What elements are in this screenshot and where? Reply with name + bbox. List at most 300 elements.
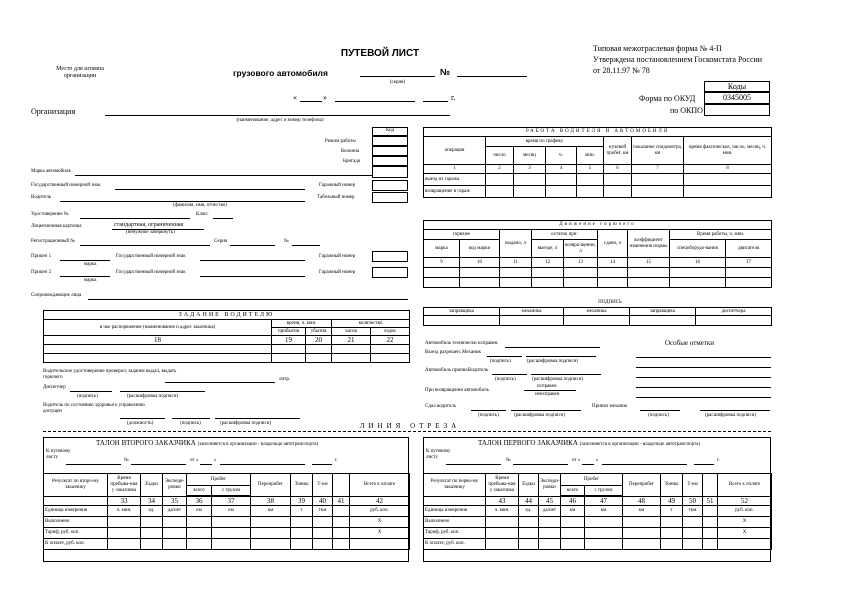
special-marks-line-1[interactable]: [636, 357, 771, 358]
license-label: Удостоверение №: [31, 212, 69, 217]
tab-number-field[interactable]: [372, 192, 408, 203]
special-marks-line-2[interactable]: [636, 367, 771, 368]
coupon2-cell[interactable]: [350, 539, 410, 550]
coupon2-cell[interactable]: [333, 517, 350, 528]
work-cell[interactable]: [632, 174, 684, 186]
fuel-cell[interactable]: [500, 278, 532, 288]
work-cell[interactable]: [632, 186, 684, 198]
accepted-mech-text: Принял механик: [592, 404, 628, 409]
dispatcher-sig-hint: (подпись): [77, 394, 98, 399]
date-year-field[interactable]: [423, 101, 448, 102]
organization-field[interactable]: [105, 115, 450, 116]
coupon2-cell[interactable]: [313, 517, 333, 528]
coupon1-num-field[interactable]: [513, 464, 568, 465]
coupon1-cell[interactable]: [703, 528, 718, 539]
work-col-zero-run: нулевой пробег, км: [604, 137, 632, 165]
license-field[interactable]: [80, 218, 190, 219]
fuel-cell[interactable]: [500, 268, 532, 278]
coupon1-note: (заполняется в организации - владельце автотранспорта): [579, 442, 701, 447]
coupon2-cell[interactable]: [291, 539, 313, 550]
date-day-field[interactable]: [300, 101, 322, 102]
garage-number-field[interactable]: [372, 180, 408, 191]
coupon2-cell[interactable]: [163, 539, 187, 550]
task-cell[interactable]: [306, 345, 332, 354]
fuel-col-coef: коэффициент изменения нормы: [628, 230, 670, 258]
coupon2-cell[interactable]: [333, 528, 350, 539]
coupon2-table: [43, 473, 410, 550]
task-col-trips: ездок: [371, 328, 410, 336]
coupon1-cell[interactable]: [623, 539, 661, 550]
driver-sig-label: Водитель: [468, 368, 489, 373]
task-num: 20: [306, 336, 332, 345]
coupon2-cell[interactable]: [187, 528, 212, 539]
work-cell[interactable]: [604, 186, 632, 198]
coupon2-col-run: Пробег: [187, 474, 251, 486]
coupon1-cell[interactable]: [585, 539, 623, 550]
coupon1-col-loaded: с грузом: [585, 486, 623, 496]
work-num: 6: [604, 165, 632, 174]
coupon1-cell[interactable]: [539, 528, 561, 539]
coupon1-cell[interactable]: [661, 517, 683, 528]
organization-label: Организация: [31, 107, 76, 116]
coupon2-cell[interactable]: [333, 539, 350, 550]
accepted-decode-hint: (расшифровка подписи): [705, 413, 757, 418]
coupon2-cell[interactable]: [251, 517, 291, 528]
work-cell[interactable]: [514, 186, 546, 198]
mechanic-sig-hint: (подпись): [490, 359, 511, 364]
work-cell[interactable]: [514, 174, 546, 186]
coupon1-cell[interactable]: [585, 528, 623, 539]
driver-sig-field[interactable]: [492, 374, 527, 375]
fuel-num: 10: [460, 258, 500, 268]
fuel-col-brand: марка: [424, 240, 460, 258]
sig-fueler: заправщика: [424, 308, 500, 316]
work-num: 5: [577, 165, 604, 174]
coupon1-waybill-field[interactable]: [446, 464, 501, 465]
okud-code: 0345005: [704, 92, 770, 104]
coupon2-cell[interactable]: [212, 539, 251, 550]
health-position-field[interactable]: [120, 418, 165, 419]
coupon2-unit: да/нет: [163, 506, 187, 517]
coupon1-cell[interactable]: [683, 539, 703, 550]
handed-sig-field[interactable]: [471, 410, 506, 411]
fuel-cell[interactable]: [564, 268, 598, 278]
coupon2-unit: ед.: [141, 506, 163, 517]
coupon1-month-field[interactable]: [602, 464, 687, 465]
coupon2-num-cell: 39: [291, 497, 313, 506]
coupon1-col-trips: Ездки: [519, 474, 539, 497]
coupon2-close: »: [214, 458, 217, 463]
trailer2-garage-field[interactable]: [372, 267, 408, 278]
car-ok-text: Автомобиль технически исправен.: [425, 341, 499, 346]
work-mode-field[interactable]: [372, 136, 408, 146]
driver-hint: (фамилия, имя, отчество): [173, 203, 227, 208]
accepted-sig-field[interactable]: [640, 410, 680, 411]
coupon2-cell[interactable]: [313, 539, 333, 550]
trailer2-plate-field[interactable]: [200, 276, 305, 277]
fuel-cell[interactable]: [564, 278, 598, 288]
coupon1-col-time: Время пребыва-ния у заказчика: [486, 474, 519, 497]
fuel-num: 9: [424, 258, 460, 268]
coupon2-cell[interactable]: [313, 528, 333, 539]
work-num: 1: [424, 165, 486, 174]
coupon2-cell[interactable]: [108, 517, 141, 528]
coupon2-cell[interactable]: [187, 539, 212, 550]
fuel-cell[interactable]: [532, 268, 564, 278]
accepted-sig-hint: (подпись): [648, 413, 669, 418]
trailer2-garage-label: Гаражный номер: [319, 270, 356, 275]
task-cell[interactable]: [332, 345, 371, 354]
sig-cell[interactable]: [424, 316, 500, 326]
coupon2-col-forwarding: Экспеди-ровки: [163, 474, 187, 497]
fuel-col-brand-code: код марки: [460, 240, 500, 258]
trailer2-field[interactable]: [60, 276, 110, 277]
coupon1-num-cell: 51: [703, 497, 718, 506]
special-marks-line-5[interactable]: [636, 397, 771, 398]
coupon2-unit: т: [291, 506, 313, 517]
coupon1-cell[interactable]: [703, 517, 718, 528]
okpo-code-field[interactable]: [704, 104, 770, 116]
series-field[interactable]: [360, 76, 435, 77]
special-marks-line-3[interactable]: [636, 377, 771, 378]
coupon2-col-to-pay: Всего к оплате: [350, 474, 410, 497]
coupon1-cell[interactable]: [718, 539, 772, 550]
fuel-cell[interactable]: [628, 268, 670, 278]
work-row-exit: выезд из гаража: [424, 174, 486, 186]
cut-line-label: ЛИНИЯ ОТРЕЗА: [350, 422, 470, 430]
liters-label: литр.: [279, 377, 291, 382]
coupon2-to-waybill: К путевому листу: [46, 449, 71, 460]
coupon2-cell[interactable]: [141, 528, 163, 539]
car-ok-field[interactable]: [505, 347, 600, 348]
sig-mechanic-2: механика: [564, 308, 630, 316]
coupon2-title-text: ТАЛОН ВТОРОГО ЗАКАЗЧИКА: [96, 439, 196, 447]
fuel-cell[interactable]: [670, 278, 726, 288]
health-sig-hint: (подпись): [180, 421, 201, 426]
form-type-line1: Типовая межотраслевая форма № 4-П: [593, 44, 722, 53]
coupon1-year-field[interactable]: [694, 464, 714, 465]
sig-cell[interactable]: [696, 316, 772, 326]
work-cell[interactable]: [486, 186, 514, 198]
sig-fueler-2: заправщика: [630, 308, 696, 316]
work-table: [423, 127, 772, 198]
coupon1-table: [423, 473, 772, 550]
coupon1-cell[interactable]: [519, 528, 539, 539]
date-open-quote: «: [293, 93, 297, 102]
work-cell[interactable]: [684, 174, 772, 186]
coupon2-day-field[interactable]: [200, 464, 212, 465]
coupon1-unit: ед.: [519, 506, 539, 517]
okpo-label: по ОКПО: [670, 106, 703, 115]
coupon2-col-blank: [333, 474, 350, 497]
coupon2-cell[interactable]: [212, 528, 251, 539]
coupon1-unit: руб. коп.: [718, 506, 772, 517]
escort-field[interactable]: [88, 299, 408, 300]
form-type-line2: Утверждена постановлением Госкомстата России: [593, 55, 763, 64]
coupon1-num-cell: 50: [683, 497, 703, 506]
fuel-table: [423, 220, 772, 288]
trailer1-label: Прицеп 1: [31, 254, 52, 259]
coupon1-title: [478, 439, 700, 448]
sig-cell[interactable]: [630, 316, 696, 326]
coupon1-title-text: ТАЛОН ПЕРВОГО ЗАКАЗЧИКА: [478, 439, 578, 447]
driver-sig-hint: (подпись): [495, 377, 516, 382]
fuel-col-engine: двигателя: [726, 240, 772, 258]
work-cell[interactable]: [577, 186, 604, 198]
work-col-month: месяц: [514, 147, 546, 165]
coupon2-waybill-field[interactable]: [66, 464, 121, 465]
health-decode-field[interactable]: [215, 418, 300, 419]
trailer1-garage-field[interactable]: [372, 251, 408, 262]
coupon1-cell[interactable]: [661, 528, 683, 539]
coupon1-cell[interactable]: [519, 517, 539, 528]
special-marks-line-4[interactable]: [636, 387, 771, 388]
coupon2-col-total: всего: [187, 486, 212, 496]
coupon2-num-cell: 41: [333, 497, 350, 506]
coupon1-cell[interactable]: [623, 517, 661, 528]
coupon2-cell[interactable]: [291, 517, 313, 528]
coupon2-cell[interactable]: [251, 539, 291, 550]
fuel-col-exit: выезде, л: [532, 240, 564, 258]
coupon2-cell[interactable]: [187, 517, 212, 528]
coupon2-year: г.: [335, 458, 338, 463]
task-num: 19: [272, 336, 306, 345]
fuel-cell[interactable]: [726, 278, 772, 288]
health-sig-field[interactable]: [172, 418, 210, 419]
trailer1-plate-label: Государственный номерной знак: [116, 254, 186, 259]
fuel-cell[interactable]: [460, 278, 500, 288]
fuel-cell[interactable]: [670, 268, 726, 278]
coupon2-num-field[interactable]: [131, 464, 186, 465]
coupon2-cell[interactable]: [291, 528, 313, 539]
dispatcher-sig-field[interactable]: [70, 391, 112, 392]
task-cell[interactable]: [371, 345, 410, 354]
coupon2-unit: руб. коп.: [350, 506, 410, 517]
coupon1-cell[interactable]: [486, 528, 519, 539]
work-cell[interactable]: [577, 174, 604, 186]
coupon2-num: №: [124, 458, 129, 463]
coupon1-unit: км: [623, 506, 661, 517]
fuel-cell[interactable]: [598, 268, 628, 278]
coupon2-cell[interactable]: [108, 539, 141, 550]
coupon1-cell[interactable]: [703, 539, 718, 550]
coupon2-cell[interactable]: [251, 528, 291, 539]
driver-field[interactable]: [60, 201, 305, 202]
coupon1-cell[interactable]: [486, 517, 519, 528]
coupon1-unit: да/нет: [539, 506, 561, 517]
fuel-table-title: Движение горючего: [424, 221, 772, 230]
coupon2-num-cell: 36: [187, 497, 212, 506]
coupon1-cell[interactable]: [561, 539, 585, 550]
sig-cell[interactable]: [500, 316, 564, 326]
coupon2-cell[interactable]: [163, 517, 187, 528]
coupon2-cell[interactable]: [141, 539, 163, 550]
sig-dispatcher: диспетчера: [696, 308, 772, 316]
trailer2-brand-hint: марка: [84, 278, 97, 283]
number-field[interactable]: [457, 76, 527, 77]
reg-number-no-field[interactable]: [292, 245, 320, 246]
mechanic-label: Механик: [462, 350, 481, 355]
fuel-cell[interactable]: [628, 278, 670, 288]
car-brand-code[interactable]: [372, 166, 408, 178]
car-brand-field[interactable]: [75, 175, 372, 176]
trailer1-plate-field[interactable]: [200, 260, 305, 261]
state-plate-field[interactable]: [115, 189, 305, 190]
reg-number-label: Регистрационный №: [31, 239, 76, 244]
work-cell[interactable]: [486, 174, 514, 186]
coupon1-cell[interactable]: [561, 528, 585, 539]
work-num: 3: [514, 165, 546, 174]
fuel-cell[interactable]: [424, 268, 460, 278]
work-num: 4: [546, 165, 577, 174]
handed-decode-field[interactable]: [511, 410, 581, 411]
sig-cell[interactable]: [564, 316, 630, 326]
license-card-value: стандартная, ограниченная: [114, 222, 184, 228]
handed-decode-hint: (расшифровка подписи): [514, 413, 566, 418]
series-label: Серия: [214, 239, 228, 244]
work-cell[interactable]: [546, 174, 577, 186]
coupon2-col-reruns: Перепробег: [251, 474, 291, 497]
brigade-field[interactable]: [372, 156, 408, 166]
fuel-col-remain: остаток при:: [532, 230, 598, 240]
coupon1-cell[interactable]: [661, 539, 683, 550]
coupon2-num-cell: 35: [163, 497, 187, 506]
coupon2-num-cell: 40: [313, 497, 333, 506]
coupon1-cell[interactable]: [486, 539, 519, 550]
mechanic-sig-field[interactable]: [487, 356, 522, 357]
signatures-table: [423, 307, 772, 326]
trailer2-plate-label: Государственный номерной знак: [116, 270, 186, 275]
task-cell[interactable]: [272, 354, 306, 363]
task-cell[interactable]: [332, 354, 371, 363]
work-cell[interactable]: [604, 174, 632, 186]
coupon2-row-pay: К оплате, руб. коп.: [44, 539, 108, 550]
coupon1-unit: км: [585, 506, 623, 517]
garage-number-label: Гаражный номер: [319, 183, 356, 188]
fuel-num: 13: [564, 258, 598, 268]
task-col-customer: в чье распоряжение (наименование и адрес заказчика): [44, 320, 272, 336]
coupon1-result-label: Результат по перво-му заказчику: [424, 474, 486, 497]
coupon1-cell[interactable]: [539, 517, 561, 528]
brigade-label: Бригада: [343, 159, 361, 164]
coupon2-cell[interactable]: [108, 528, 141, 539]
coupon1-cell[interactable]: [519, 539, 539, 550]
fuel-cell[interactable]: [532, 278, 564, 288]
coupon2-cell[interactable]: [163, 528, 187, 539]
date-month-field[interactable]: [335, 101, 415, 102]
coupon2-num-cell: 34: [141, 497, 163, 506]
on-return-text: При возвращении автомобиль: [425, 388, 489, 393]
escort-label: Сопровождающие лица: [31, 293, 82, 298]
accepted-decode-field[interactable]: [700, 410, 770, 411]
coupon1-col-run: Пробег: [561, 474, 623, 486]
coupon1-unit: ч. мин.: [486, 506, 519, 517]
work-cell[interactable]: [684, 186, 772, 198]
coupon2-unit: [333, 506, 350, 517]
work-num: 8: [684, 165, 772, 174]
form-type-line3: от 28.11.97 № 78: [593, 66, 650, 75]
reg-number-sign: №: [284, 239, 289, 244]
coupon1-col-forwarding: Экспеди-ровки: [539, 474, 561, 497]
class-field[interactable]: [213, 218, 233, 219]
coupon2-from: от «: [190, 458, 199, 463]
coupon1-col-blank: [703, 474, 718, 497]
column-field[interactable]: [372, 146, 408, 156]
fuel-num: 11: [500, 258, 532, 268]
coupon1-cell[interactable]: [561, 517, 585, 528]
reg-number-field[interactable]: [80, 245, 210, 246]
task-cell[interactable]: [306, 354, 332, 363]
coupon2-row-tariff: Тариф, руб. коп.: [44, 528, 108, 539]
task-cell[interactable]: [272, 345, 306, 354]
coupon1-cell[interactable]: [683, 517, 703, 528]
coupon1-cell[interactable]: [539, 539, 561, 550]
coupon1-unit: т: [661, 506, 683, 517]
coupon1-year: г.: [717, 458, 720, 463]
coupon2-cell[interactable]: [212, 517, 251, 528]
coupon1-cell[interactable]: [623, 528, 661, 539]
fuel-amount-field[interactable]: [165, 382, 275, 383]
fuel-cell[interactable]: [726, 268, 772, 278]
coupon1-cell[interactable]: [585, 517, 623, 528]
coupon2-year-field[interactable]: [312, 464, 332, 465]
task-col-quantity: количество: [332, 320, 410, 328]
cut-line-rule: [43, 431, 771, 432]
license-card-label: Лицензионная карточка: [31, 224, 82, 229]
reg-series-field[interactable]: [230, 245, 275, 246]
ok-text: исправен: [537, 384, 557, 389]
form-subtitle: грузового автомобиля: [233, 68, 328, 78]
mechanic-decode-field[interactable]: [526, 356, 596, 357]
work-col-speedometer: показание спидометра, км: [632, 137, 684, 165]
driver-decode-field[interactable]: [531, 374, 601, 375]
trailer1-field[interactable]: [60, 260, 110, 261]
coupon1-cell[interactable]: [683, 528, 703, 539]
work-cell[interactable]: [546, 186, 577, 198]
coupon2-unit: ткм: [313, 506, 333, 517]
dispatcher-decode-field[interactable]: [120, 391, 205, 392]
coupon2-cell[interactable]: [141, 517, 163, 528]
work-col-operation: операция: [424, 137, 486, 165]
fuel-num: 17: [726, 258, 772, 268]
trailer1-brand-hint: марка: [84, 262, 97, 267]
ok-underline[interactable]: [524, 390, 576, 391]
task-cell[interactable]: [44, 345, 272, 354]
work-num: 2: [486, 165, 514, 174]
coupon1-day-field[interactable]: [582, 464, 594, 465]
coupon2-row-done: Выполнено: [44, 517, 108, 528]
coupon1-row-done: Выполнено: [424, 517, 486, 528]
coupon2-title: [96, 439, 318, 448]
work-col-day: число: [486, 147, 514, 165]
task-cell[interactable]: [44, 354, 272, 363]
fuel-col-special: спецоборудо-вания: [670, 240, 726, 258]
fuel-col-handed: сдано, л: [598, 230, 628, 258]
fuel-num: 12: [532, 258, 564, 268]
fuel-cell[interactable]: [598, 278, 628, 288]
coupon1-col-reruns: Перепробег: [623, 474, 661, 497]
fuel-cell[interactable]: [460, 268, 500, 278]
driver-decode-hint: (расшифровка подписи): [532, 377, 584, 382]
task-col-departure: убытия: [306, 328, 332, 336]
fuel-cell[interactable]: [424, 278, 460, 288]
task-cell[interactable]: [371, 354, 410, 363]
health-decode-hint: (расшифровка подписи): [220, 421, 272, 426]
coupon2-x: X: [350, 528, 410, 539]
coupon2-col-tons: Тонны: [291, 474, 313, 497]
coupon2-unit: км: [251, 506, 291, 517]
coupon2-month-field[interactable]: [220, 464, 305, 465]
